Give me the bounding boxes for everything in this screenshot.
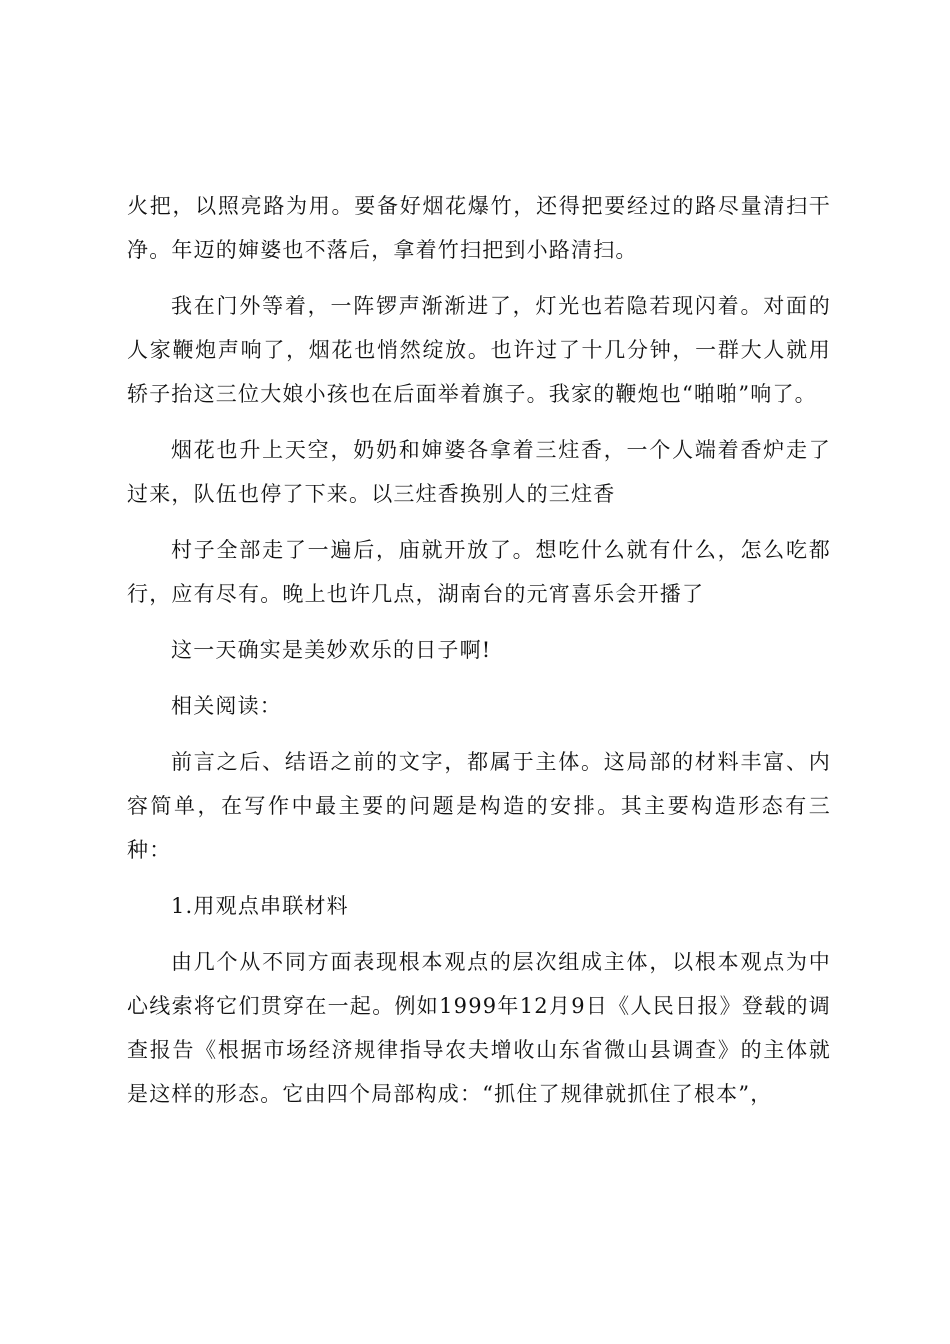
paragraph: 我在门外等着，一阵锣声渐渐进了，灯光也若隐若现闪着。对面的人家鞭炮声响了，烟花也悄然绽放。也许过了十几分钟，一群大人就用轿子抬这三位大娘小孩也在后面举着旗子。我家的鞭炮也“啪啪”响了。 bbox=[127, 294, 831, 406]
paragraph: 这一天确实是美妙欢乐的日子啊! bbox=[171, 638, 492, 662]
paragraph-continued: 火把，以照亮路为用。要备好烟花爆竹，还得把要经过的路尽量清扫干净。年迈的婶婆也不落后，拿着竹扫把到小路清扫。 bbox=[127, 194, 831, 262]
paragraph: 烟花也升上天空，奶奶和婶婆各拿着三炷香，一个人端着香炉走了过来，队伍也停了下来。以三炷香换别人的三炷香 bbox=[127, 438, 831, 506]
paragraph: 由几个从不同方面表现根本观点的层次组成主体，以根本观点为中心线索将它们贯穿在一起。例如1999年12月9日《人民日报》登载的调查报告《根据市场经济规律指导农夫增收山东省微山县调查》的主体就是这样的形态。它由四个局部构成：“抓住了规律就抓住了根本”， bbox=[127, 950, 831, 1106]
section-heading: 1.用观点串联材料 bbox=[171, 894, 349, 918]
paragraph: 前言之后、结语之前的文字，都属于主体。这局部的材料丰富、内容简单，在写作中最主要的问题是构造的安排。其主要构造形态有三种： bbox=[127, 750, 831, 862]
related-reading-heading: 相关阅读： bbox=[171, 694, 282, 718]
paragraph: 村子全部走了一遍后，庙就开放了。想吃什么就有什么，怎么吃都行，应有尽有。晚上也许几点，湖南台的元宵喜乐会开播了 bbox=[127, 538, 831, 606]
document-body bbox=[127, 184, 831, 1128]
